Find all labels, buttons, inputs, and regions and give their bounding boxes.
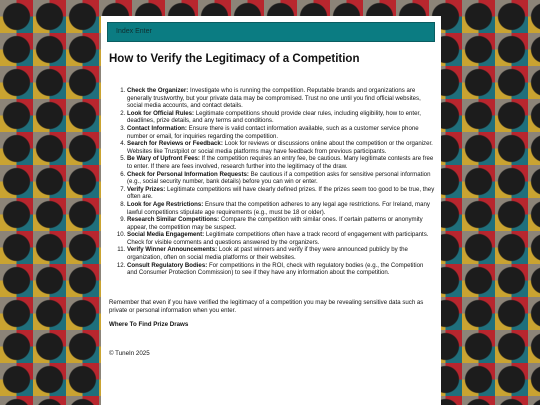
step-title: Verify Winner Announcements: [127, 246, 218, 254]
list-item [127, 171, 435, 186]
step-title: Research Similar Competitions: [127, 216, 220, 224]
list-item [127, 262, 435, 277]
step-title: Check for Personal Information Requests: [127, 170, 249, 178]
step-text: For competitions in the ROI, check with regulatory bodies (e.g., the Competition and Consumer Protection Commission) to see if they have any information about the competition. [127, 261, 424, 277]
list-item [127, 186, 435, 201]
list-item [127, 125, 435, 140]
index-enter-link[interactable]: Index Enter [116, 28, 152, 35]
privacy-note: Remember that even if you have verified the legitimacy of a competition you may be revealing sensitive data such as private or personal information when you enter. [109, 298, 424, 314]
page-title: How to Verify the Legitimacy of a Competition [109, 53, 360, 65]
step-title: Contact Information: [127, 124, 187, 132]
list-item [127, 246, 435, 261]
step-text: Compare the competition with similar ones. If certain patterns or anonymity appear, the competition may be suspect. [127, 216, 423, 231]
step-text: Ensure there is valid contact information available, such as a customer service phone number or email, for inquiries regarding the competition. [127, 124, 419, 140]
step-title: Verify Prizes: [127, 185, 166, 193]
step-text: Legitimate competitions should provide clear rules, including eligibility, how to enter, deadlines, prize details, and any terms and conditions. [127, 109, 421, 125]
step-text: Be cautious if a competition asks for sensitive personal information (e.g., social security number, bank details) before you can win or enter. [127, 170, 431, 186]
step-title: Social Media Engagement: [127, 231, 205, 239]
list-item [127, 110, 435, 125]
step-title: Search for Reviews or Feedback: [127, 140, 223, 148]
step-title: Consult Regulatory Bodies: [127, 261, 208, 269]
footer-copyright: © TuneIn 2025 [109, 349, 150, 357]
step-text: Legitimate competitions often have a track record of engagement with participants. Check for visible comments and questions answered by the organizers. [127, 231, 429, 246]
step-text: Legitimate competitions will have clearly defined prizes. If the prizes seem too good to be true, they often are. [127, 185, 435, 201]
step-text: If the competition requires an entry fee, be cautious. Many legitimate contests are free to enter. If there are fees involved, research further into the legitimacy of the draw. [127, 155, 434, 170]
list-item [127, 231, 435, 246]
steps-list [107, 87, 435, 277]
header-bar [107, 22, 435, 42]
step-title: Look for Age Restrictions: [127, 200, 204, 208]
content-panel [101, 16, 441, 405]
step-title: Check the Organizer: [127, 87, 189, 94]
step-text: Look at past winners and verify if they were announced publicly by the organization, often on social media platforms or their websites. [127, 246, 408, 262]
list-item [127, 216, 435, 231]
step-text: Investigate who is running the competition. Reputable brands and organizations are generally trustworthy, but your private data may be compromised. Trust no one until you find official websites, social media accounts, and contact details. [127, 87, 421, 110]
where-to-find-link[interactable]: Where To Find Prize Draws [109, 320, 189, 328]
step-text: Look for reviews or discussions online about the competition or the organizer. Websites like Trustpilot or social media platforms may have feedback from previous participants. [127, 140, 433, 155]
step-title: Look for Official Rules: [127, 109, 195, 117]
step-text: Ensure that the competition adheres to any legal age restrictions. For Ireland, many lawful competitions stipulate age requirements (e.g., must be 18 or older). [127, 200, 430, 216]
list-item [127, 155, 435, 170]
step-title: Be Wary of Upfront Fees: [127, 155, 200, 163]
list-item [127, 140, 435, 155]
list-item [127, 87, 435, 110]
list-item [127, 201, 435, 216]
